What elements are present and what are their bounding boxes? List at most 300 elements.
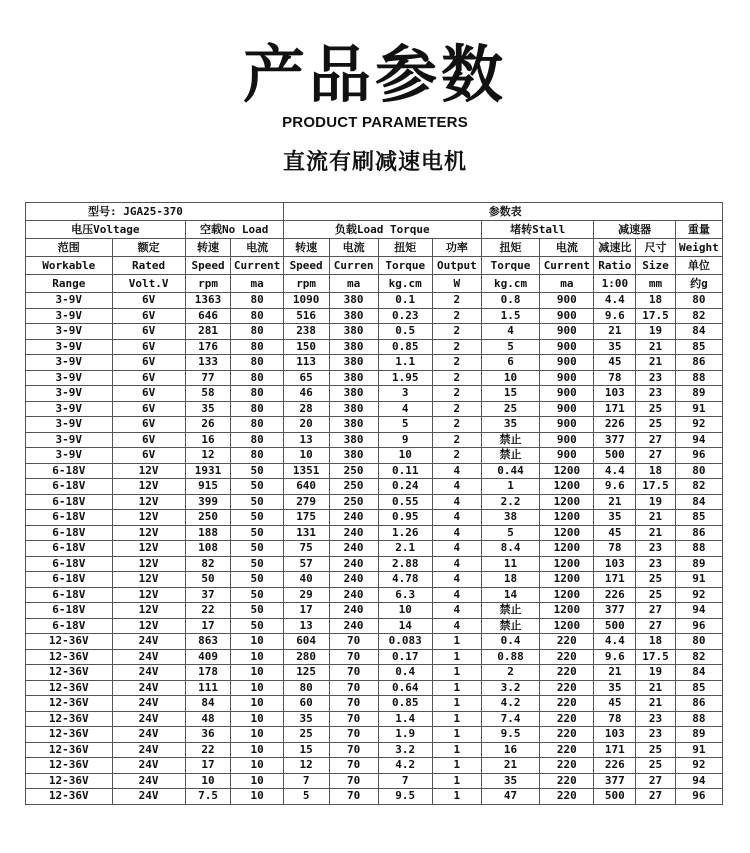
table-cell: 188 — [185, 525, 231, 541]
table-cell: 50 — [231, 525, 283, 541]
table-cell: 12-36V — [26, 680, 113, 696]
table-cell: 0.64 — [378, 680, 432, 696]
table-cell: 25 — [283, 727, 329, 743]
table-cell: 5 — [378, 417, 432, 433]
table-cell: 25 — [636, 742, 676, 758]
table-cell: 6V — [112, 417, 185, 433]
table-row — [26, 448, 723, 464]
table-cell: 0.24 — [378, 479, 432, 495]
table-cell: 23 — [636, 727, 676, 743]
table-cell: 57 — [283, 556, 329, 572]
table-cell: 900 — [540, 293, 594, 309]
table-cell: 2 — [432, 417, 481, 433]
table-cell: 50 — [231, 618, 283, 634]
table-cell: 6V — [112, 401, 185, 417]
table-cell: 27 — [636, 773, 676, 789]
table-cell: 0.5 — [378, 324, 432, 340]
table-cell: 6V — [112, 386, 185, 402]
table-row — [26, 525, 723, 541]
table-cell: 24V — [112, 773, 185, 789]
table-row — [26, 587, 723, 603]
table-cell: 24V — [112, 634, 185, 650]
table-cell: 108 — [185, 541, 231, 557]
param-table-label: 参数表 — [283, 203, 722, 221]
table-cell: 1200 — [540, 510, 594, 526]
table-cell: 16 — [185, 432, 231, 448]
table-cell: 377 — [594, 603, 636, 619]
table-cell: 80 — [231, 386, 283, 402]
table-cell: 1200 — [540, 479, 594, 495]
table-cell: 2 — [481, 665, 539, 681]
table-cell: 4.4 — [594, 634, 636, 650]
table-cell: 0.11 — [378, 463, 432, 479]
table-cell: 禁止 — [481, 603, 539, 619]
table-cell: 50 — [231, 572, 283, 588]
header-row-en — [26, 257, 723, 275]
header-row-unit — [26, 275, 723, 293]
table-cell: 9 — [378, 432, 432, 448]
table-cell: 0.4 — [481, 634, 539, 650]
page-title-english: PRODUCT PARAMETERS — [282, 114, 468, 131]
table-cell: 88 — [675, 370, 722, 386]
table-cell: 4 — [432, 463, 481, 479]
table-cell: 10 — [185, 773, 231, 789]
table-cell: 13 — [283, 618, 329, 634]
table-cell: 21 — [636, 525, 676, 541]
table-cell: 29 — [283, 587, 329, 603]
table-cell: 9.6 — [594, 649, 636, 665]
table-cell: 77 — [185, 370, 231, 386]
table-cell: 0.8 — [481, 293, 539, 309]
table-cell: 7 — [378, 773, 432, 789]
table-cell: 17 — [283, 603, 329, 619]
group-weight: 重量 — [675, 221, 722, 239]
header-cn-cell-6: 扭矩 — [378, 239, 432, 257]
table-cell: 178 — [185, 665, 231, 681]
table-cell: 21 — [636, 680, 676, 696]
table-cell: 226 — [594, 417, 636, 433]
table-cell: 240 — [329, 572, 378, 588]
table-cell: 12V — [112, 479, 185, 495]
header-cn-cell-0: 范围 — [26, 239, 113, 257]
table-cell: 47 — [481, 789, 539, 805]
table-cell: 50 — [231, 587, 283, 603]
table-cell: 10 — [231, 696, 283, 712]
table-cell: 80 — [231, 293, 283, 309]
table-cell: 12-36V — [26, 727, 113, 743]
header-unit-cell-2: rpm — [185, 275, 231, 293]
table-cell: 27 — [636, 448, 676, 464]
table-cell: 4 — [432, 556, 481, 572]
table-cell: 380 — [329, 370, 378, 386]
table-cell: 24V — [112, 665, 185, 681]
header-en-cell-12: 单位 — [675, 257, 722, 275]
table-cell: 0.17 — [378, 649, 432, 665]
table-cell: 96 — [675, 448, 722, 464]
table-cell: 12V — [112, 603, 185, 619]
table-cell: 12-36V — [26, 742, 113, 758]
table-cell: 900 — [540, 386, 594, 402]
table-cell: 86 — [675, 355, 722, 371]
page-subtitle: 直流有刷减速电机 — [282, 150, 467, 175]
table-cell: 16 — [481, 742, 539, 758]
table-cell: 6V — [112, 308, 185, 324]
table-cell: 4 — [432, 494, 481, 510]
table-cell: 24V — [112, 742, 185, 758]
table-cell: 9.6 — [594, 479, 636, 495]
table-cell: 280 — [283, 649, 329, 665]
table-cell: 4 — [432, 525, 481, 541]
table-cell: 25 — [636, 572, 676, 588]
table-cell: 6-18V — [26, 603, 113, 619]
table-row — [26, 463, 723, 479]
table-cell: 82 — [185, 556, 231, 572]
table-cell: 24V — [112, 727, 185, 743]
table-cell: 70 — [329, 742, 378, 758]
table-cell: 50 — [231, 541, 283, 557]
table-cell: 238 — [283, 324, 329, 340]
table-cell: 3-9V — [26, 386, 113, 402]
table-cell: 1200 — [540, 525, 594, 541]
table-cell: 279 — [283, 494, 329, 510]
table-row — [26, 494, 723, 510]
table-cell: 2 — [432, 324, 481, 340]
table-cell: 0.083 — [378, 634, 432, 650]
table-cell: 380 — [329, 308, 378, 324]
table-cell: 250 — [329, 463, 378, 479]
table-cell: 45 — [594, 355, 636, 371]
table-cell: 220 — [540, 789, 594, 805]
table-cell: 6-18V — [26, 541, 113, 557]
table-caption-row — [26, 203, 723, 221]
table-cell: 1931 — [185, 463, 231, 479]
table-cell: 220 — [540, 696, 594, 712]
table-cell: 21 — [594, 665, 636, 681]
table-cell: 6-18V — [26, 556, 113, 572]
table-cell: 3-9V — [26, 370, 113, 386]
table-cell: 25 — [636, 401, 676, 417]
table-cell: 75 — [283, 541, 329, 557]
header-cn-cell-3: 电流 — [231, 239, 283, 257]
table-cell: 23 — [636, 386, 676, 402]
table-cell: 70 — [329, 696, 378, 712]
table-cell: 17 — [185, 758, 231, 774]
table-cell: 12V — [112, 572, 185, 588]
table-cell: 12V — [112, 541, 185, 557]
table-row — [26, 479, 723, 495]
table-cell: 3.2 — [481, 680, 539, 696]
table-cell: 24V — [112, 758, 185, 774]
table-cell: 91 — [675, 401, 722, 417]
table-cell: 220 — [540, 634, 594, 650]
table-cell: 2 — [432, 432, 481, 448]
table-cell: 1 — [432, 649, 481, 665]
group-header-row — [26, 221, 723, 239]
table-cell: 17.5 — [636, 649, 676, 665]
table-cell: 1 — [432, 773, 481, 789]
table-cell: 171 — [594, 742, 636, 758]
header-en-cell-2: Speed — [185, 257, 231, 275]
table-cell: 12V — [112, 618, 185, 634]
header-cn-cell-4: 转速 — [283, 239, 329, 257]
table-cell: 1200 — [540, 572, 594, 588]
table-row — [26, 649, 723, 665]
table-cell: 91 — [675, 572, 722, 588]
table-cell: 1 — [432, 758, 481, 774]
table-cell: 21 — [481, 758, 539, 774]
table-cell: 380 — [329, 417, 378, 433]
table-cell: 4.4 — [594, 463, 636, 479]
header-en-cell-1: Rated — [112, 257, 185, 275]
table-cell: 38 — [481, 510, 539, 526]
table-cell: 50 — [231, 556, 283, 572]
table-cell: 80 — [231, 308, 283, 324]
header-en-cell-8: Torque — [481, 257, 539, 275]
table-cell: 35 — [481, 417, 539, 433]
table-cell: 4.2 — [378, 758, 432, 774]
table-cell: 133 — [185, 355, 231, 371]
table-cell: 2.88 — [378, 556, 432, 572]
table-cell: 4 — [432, 618, 481, 634]
table-cell: 11 — [481, 556, 539, 572]
table-cell: 35 — [594, 510, 636, 526]
table-cell: 22 — [185, 603, 231, 619]
header-unit-cell-10: 1:00 — [594, 275, 636, 293]
table-cell: 25 — [636, 417, 676, 433]
table-cell: 900 — [540, 448, 594, 464]
table-cell: 12-36V — [26, 789, 113, 805]
table-row — [26, 711, 723, 727]
table-cell: 1 — [432, 711, 481, 727]
table-cell: 380 — [329, 324, 378, 340]
table-cell: 5 — [283, 789, 329, 805]
table-cell: 6 — [481, 355, 539, 371]
header-cn-cell-7: 功率 — [432, 239, 481, 257]
table-cell: 1 — [432, 727, 481, 743]
table-cell: 24V — [112, 680, 185, 696]
table-cell: 27 — [636, 603, 676, 619]
table-cell: 1 — [432, 680, 481, 696]
table-cell: 250 — [185, 510, 231, 526]
table-cell: 171 — [594, 401, 636, 417]
table-cell: 96 — [675, 789, 722, 805]
table-cell: 70 — [329, 680, 378, 696]
header-cn-cell-9: 电流 — [540, 239, 594, 257]
table-cell: 3-9V — [26, 355, 113, 371]
table-cell: 900 — [540, 417, 594, 433]
table-cell: 6V — [112, 293, 185, 309]
table-cell: 84 — [675, 494, 722, 510]
table-cell: 900 — [540, 370, 594, 386]
table-cell: 220 — [540, 742, 594, 758]
table-cell: 35 — [185, 401, 231, 417]
table-cell: 4 — [378, 401, 432, 417]
table-cell: 250 — [329, 479, 378, 495]
table-cell: 111 — [185, 680, 231, 696]
table-cell: 25 — [481, 401, 539, 417]
table-cell: 3-9V — [26, 339, 113, 355]
table-cell: 24V — [112, 696, 185, 712]
table-cell: 17.5 — [636, 479, 676, 495]
model-label: 型号: JGA25-370 — [26, 203, 284, 221]
table-cell: 3-9V — [26, 293, 113, 309]
table-cell: 900 — [540, 355, 594, 371]
group-voltage: 电压Voltage — [26, 221, 186, 239]
table-row — [26, 370, 723, 386]
table-cell: 4 — [432, 510, 481, 526]
table-cell: 0.85 — [378, 339, 432, 355]
header-unit-cell-9: ma — [540, 275, 594, 293]
header-unit-cell-7: W — [432, 275, 481, 293]
table-cell: 6-18V — [26, 618, 113, 634]
table-row — [26, 556, 723, 572]
table-cell: 2 — [432, 308, 481, 324]
table-row — [26, 417, 723, 433]
table-cell: 2.1 — [378, 541, 432, 557]
table-cell: 646 — [185, 308, 231, 324]
table-cell: 85 — [675, 510, 722, 526]
table-cell: 103 — [594, 386, 636, 402]
table-cell: 240 — [329, 556, 378, 572]
table-cell: 70 — [329, 649, 378, 665]
table-cell: 80 — [231, 324, 283, 340]
table-cell: 113 — [283, 355, 329, 371]
table-cell: 94 — [675, 603, 722, 619]
table-cell: 4 — [481, 324, 539, 340]
table-cell: 5 — [481, 339, 539, 355]
header-unit-cell-5: ma — [329, 275, 378, 293]
table-row — [26, 696, 723, 712]
table-cell: 70 — [329, 758, 378, 774]
header-cn-cell-1: 额定 — [112, 239, 185, 257]
table-cell: 50 — [231, 603, 283, 619]
table-cell: 6-18V — [26, 572, 113, 588]
table-cell: 10 — [231, 680, 283, 696]
table-cell: 82 — [675, 308, 722, 324]
table-row — [26, 401, 723, 417]
table-cell: 96 — [675, 618, 722, 634]
table-cell: 10 — [231, 789, 283, 805]
table-cell: 12V — [112, 587, 185, 603]
table-cell: 21 — [636, 339, 676, 355]
table-cell: 1 — [432, 665, 481, 681]
table-cell: 58 — [185, 386, 231, 402]
table-cell: 65 — [283, 370, 329, 386]
table-cell: 27 — [636, 789, 676, 805]
header-unit-cell-8: kg.cm — [481, 275, 539, 293]
header-unit-cell-6: kg.cm — [378, 275, 432, 293]
table-cell: 70 — [329, 773, 378, 789]
table-cell: 10 — [231, 773, 283, 789]
table-cell: 250 — [329, 494, 378, 510]
table-row — [26, 742, 723, 758]
table-cell: 91 — [675, 742, 722, 758]
header-unit-cell-12: 约g — [675, 275, 722, 293]
table-cell: 377 — [594, 773, 636, 789]
table-cell: 900 — [540, 339, 594, 355]
header-en-cell-10: Ratio — [594, 257, 636, 275]
table-cell: 22 — [185, 742, 231, 758]
table-cell: 17.5 — [636, 308, 676, 324]
table-cell: 1 — [432, 789, 481, 805]
table-cell: 80 — [231, 401, 283, 417]
table-cell: 89 — [675, 386, 722, 402]
header-en-cell-11: Size — [636, 257, 676, 275]
table-cell: 3-9V — [26, 324, 113, 340]
table-cell: 0.88 — [481, 649, 539, 665]
table-cell: 3-9V — [26, 417, 113, 433]
table-cell: 3 — [378, 386, 432, 402]
header-unit-cell-0: Range — [26, 275, 113, 293]
table-cell: 46 — [283, 386, 329, 402]
table-cell: 12V — [112, 463, 185, 479]
table-cell: 21 — [636, 510, 676, 526]
table-cell: 10 — [231, 742, 283, 758]
table-cell: 4 — [432, 541, 481, 557]
table-row — [26, 680, 723, 696]
table-cell: 80 — [231, 339, 283, 355]
table-cell: 14 — [378, 618, 432, 634]
header-row-cn — [26, 239, 723, 257]
table-cell: 220 — [540, 758, 594, 774]
table-cell: 150 — [283, 339, 329, 355]
table-row — [26, 727, 723, 743]
table-cell: 500 — [594, 789, 636, 805]
table-cell: 23 — [636, 370, 676, 386]
table-cell: 35 — [594, 680, 636, 696]
table-cell: 3.2 — [378, 742, 432, 758]
table-row — [26, 618, 723, 634]
table-cell: 4 — [432, 572, 481, 588]
table-cell: 15 — [283, 742, 329, 758]
table-cell: 1.1 — [378, 355, 432, 371]
table-cell: 18 — [636, 463, 676, 479]
table-cell: 86 — [675, 525, 722, 541]
table-cell: 240 — [329, 510, 378, 526]
header-cn-cell-11: 尺寸 — [636, 239, 676, 257]
table-cell: 900 — [540, 308, 594, 324]
table-cell: 516 — [283, 308, 329, 324]
table-cell: 4 — [432, 587, 481, 603]
table-cell: 2 — [432, 355, 481, 371]
table-cell: 24V — [112, 711, 185, 727]
table-row — [26, 355, 723, 371]
table-cell: 1.4 — [378, 711, 432, 727]
table-cell: 380 — [329, 293, 378, 309]
table-cell: 50 — [231, 494, 283, 510]
table-cell: 900 — [540, 432, 594, 448]
table-cell: 380 — [329, 339, 378, 355]
table-cell: 12V — [112, 525, 185, 541]
table-cell: 23 — [636, 541, 676, 557]
table-cell: 220 — [540, 711, 594, 727]
table-cell: 50 — [231, 479, 283, 495]
table-cell: 3-9V — [26, 308, 113, 324]
table-cell: 35 — [594, 339, 636, 355]
page-title: 产品参数 — [242, 38, 507, 111]
table-cell: 12V — [112, 510, 185, 526]
table-cell: 125 — [283, 665, 329, 681]
table-cell: 500 — [594, 618, 636, 634]
table-cell: 80 — [675, 463, 722, 479]
table-cell: 240 — [329, 525, 378, 541]
table-cell: 1200 — [540, 603, 594, 619]
table-cell: 1.26 — [378, 525, 432, 541]
group-no-load: 空载No Load — [185, 221, 283, 239]
table-cell: 89 — [675, 556, 722, 572]
table-row — [26, 324, 723, 340]
table-row — [26, 758, 723, 774]
